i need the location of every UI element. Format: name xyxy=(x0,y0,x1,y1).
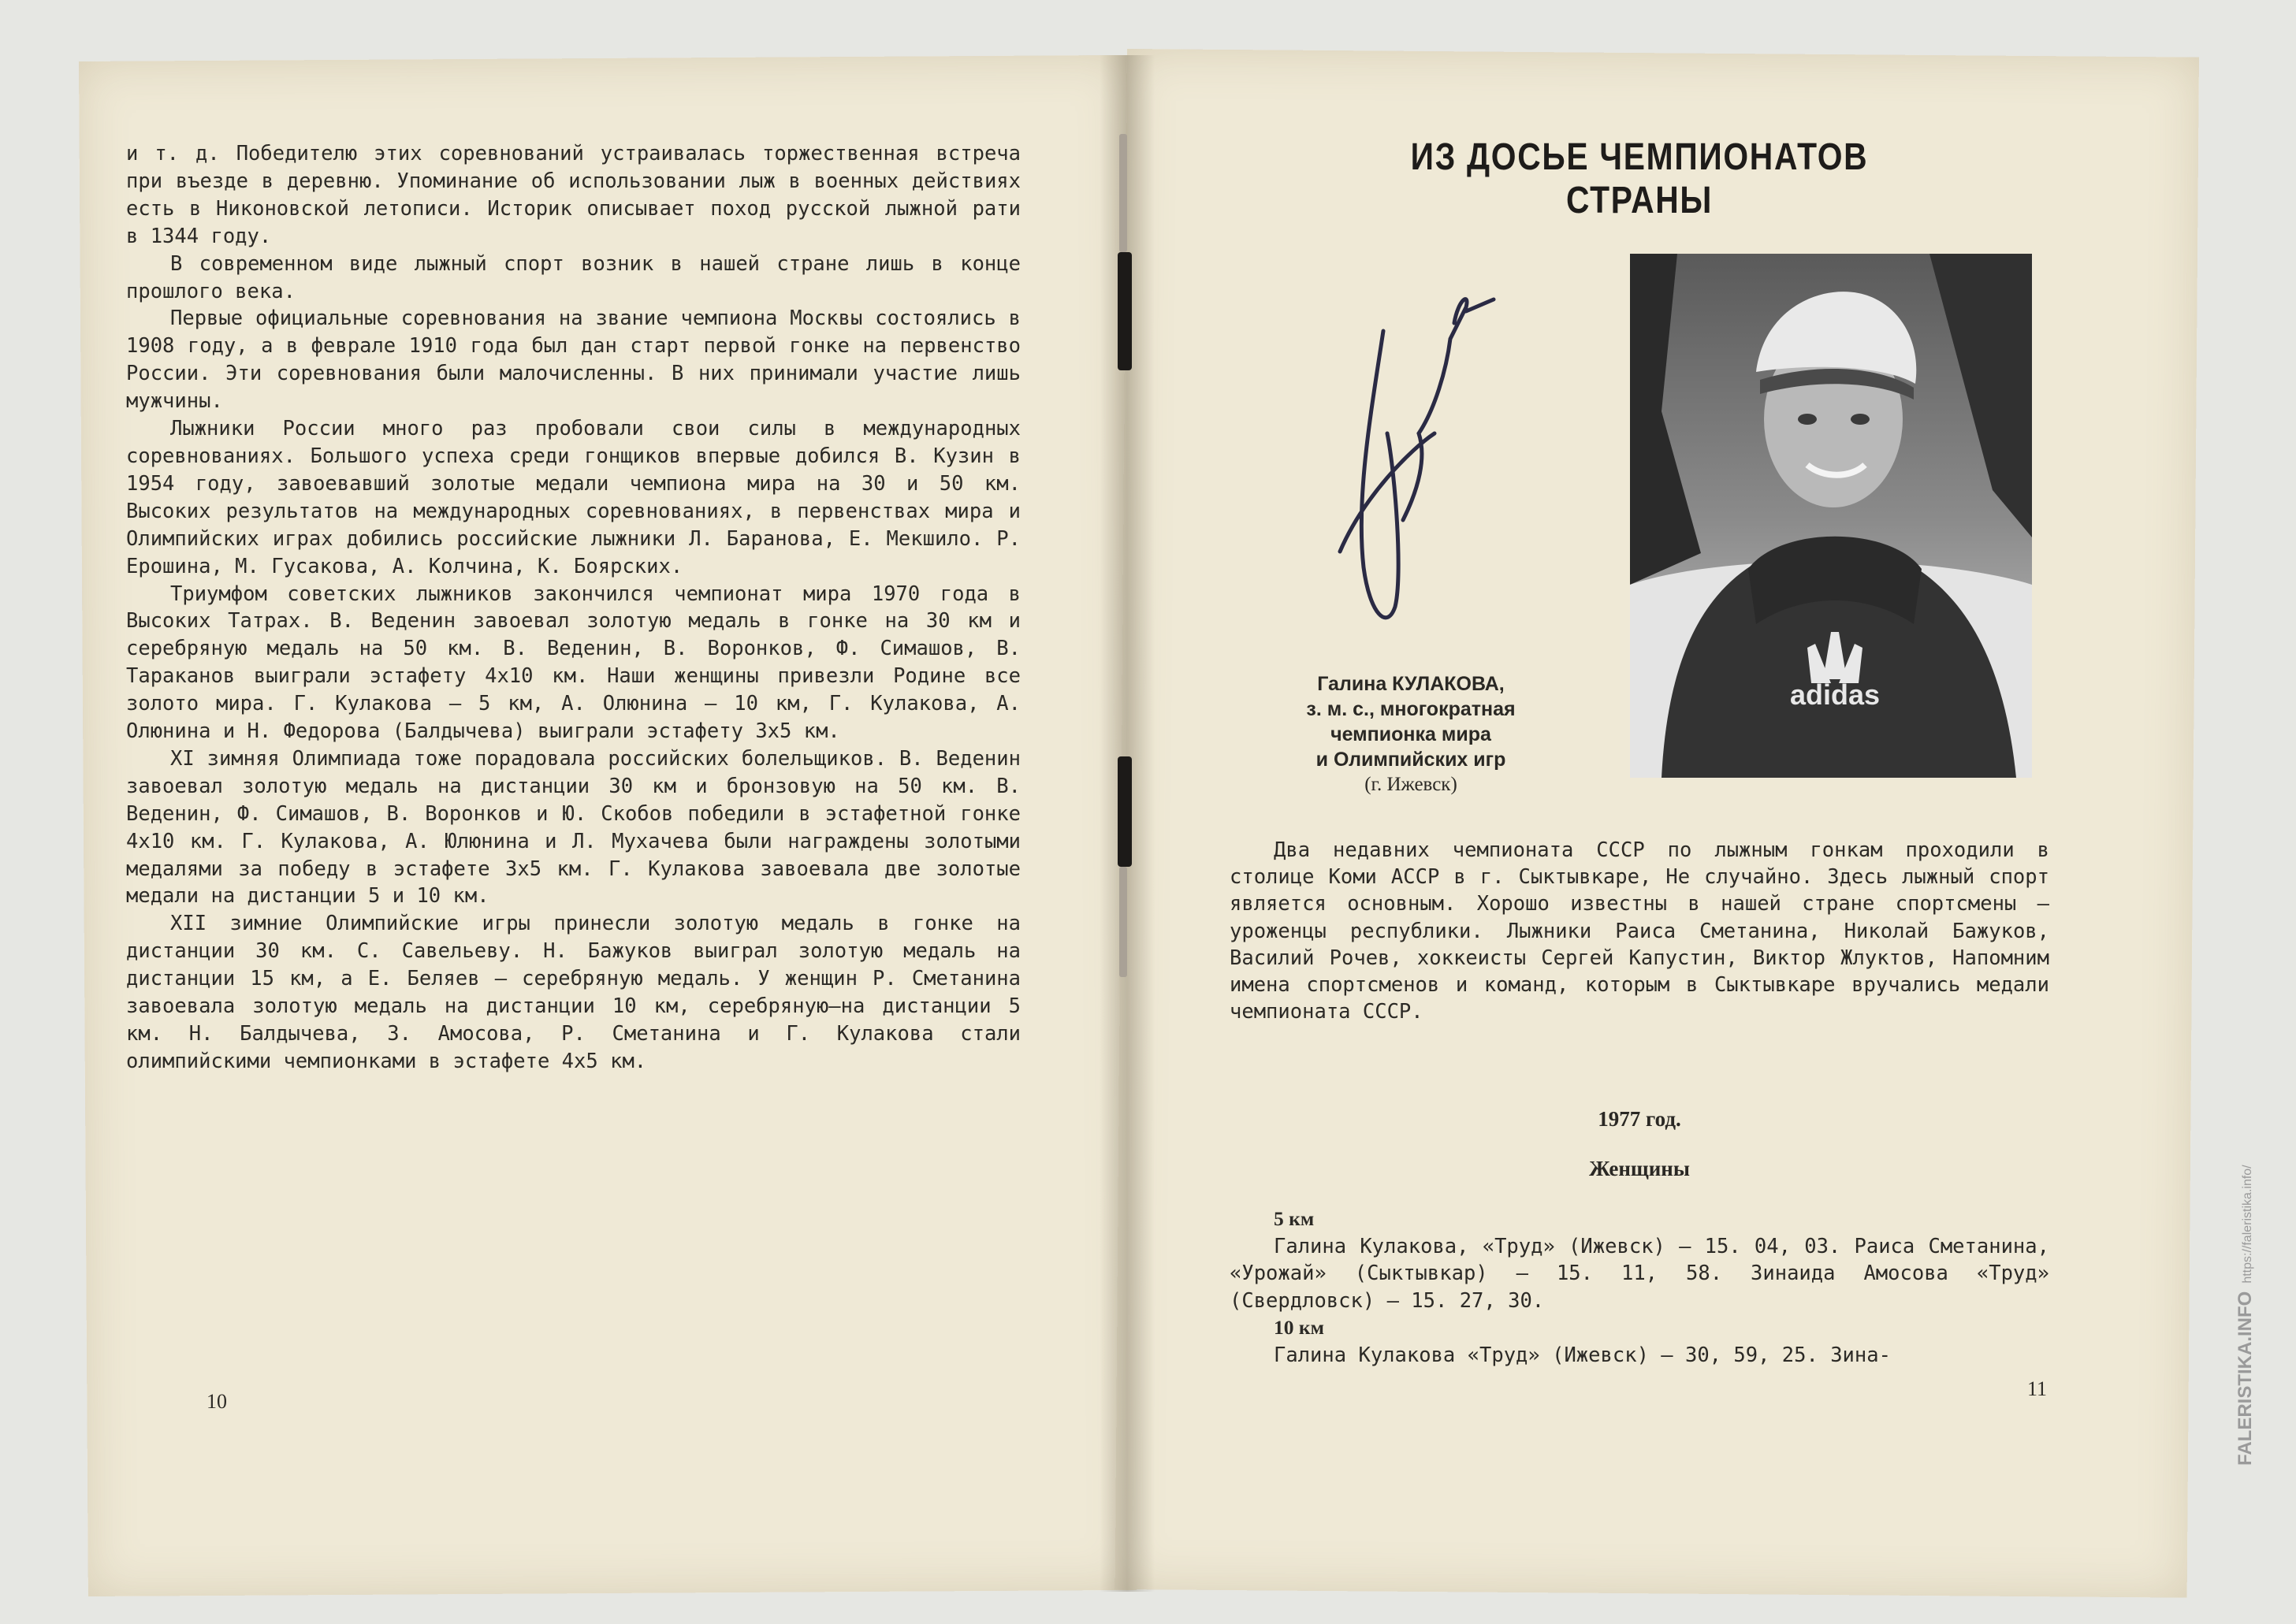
athlete-photo xyxy=(1630,254,2032,778)
result-entry: Галина Кулакова, «Труд» (Ижевск) — 15. 04, 03. Раиса Сметанина, «Урожай» (Сыктывкар) — 15. 11, 58. Зинаида Амосова «Труд» (Свердловск) — 15. 27, 30. xyxy=(1230,1234,2049,1313)
distance-label: 5 км xyxy=(1274,1207,1315,1230)
autograph-signature xyxy=(1308,236,1498,662)
paragraph: Лыжники России много раз пробовали свои силы в международных соревнованиях. Большого успеха среди гонщиков впервые добился В. Кузин в 1954 году, завоевавший золотые медали чемпиона мира на 30 и 50 км. Высоких результатов на международных соревнованиях, в первенствах мира и Олимпийских играх добились российские лыжники Л. Баранова, Е. Мекшило. Р. Ерошина, М. Гусакова, А. Колчина, К. Боярских. xyxy=(126,417,1021,578)
page-number-right: 11 xyxy=(2027,1377,2048,1400)
caption-title-line: и Олимпийских игр xyxy=(1315,749,1506,771)
caption-title-line: з. м. с., многократная xyxy=(1306,698,1516,720)
section-heading: Женщины xyxy=(1589,1157,1690,1180)
caption-title-line: чемпионка мира xyxy=(1330,723,1491,745)
paragraph: и т. д. Победителю этих соревнований устраивалась торжественная встреча при въезде в деревню. Упоминание об использовании лыж в военных действиях есть в Никоновской летописи. Историк описывает поход русской лыжной рати в 1344 году. xyxy=(126,142,1021,248)
left-page-body xyxy=(126,140,1021,1076)
staple-top-wire xyxy=(1119,134,1127,252)
intro-text xyxy=(1230,837,2049,1025)
paragraph: Триумфом советских лыжников закончился чемпионат мира 1970 года в Высоких Татрах. В. Веденин завоевал золотую медаль в гонке на 30 км и серебряную медаль на 50 км. В. Веденин, В. Воронков, Ф. Симашов, В. Тараканов выиграли эстафету 4х10 км. Наши женщины привезли Родине все золото мира. Г. Кулакова — 5 км, А. Олюнина — 10 км, Г. Кулакова, А. Олюнина и Н. Федорова (Балдычева) выиграли эстафету 3х5 км. xyxy=(126,582,1021,744)
paragraph: XI зимняя Олимпиада тоже порадовала российских болельщиков. В. Веденин завоевал золотую медаль на дистанции 30 км и бронзовую на 50 км. В. Веденин, Ф. Симашов, В. Воронков и Ю. Скобов победили в эстафетной гонке 4х10 км. Г. Кулакова, А. Юлюнина и Л. Мухачева были награждены золотыми медалями за победу в эстафете 3х5 км. Г. Кулакова завоевала две золотые медали на дистанции 5 и 10 км. xyxy=(126,746,1021,909)
paragraph: В современном виде лыжный спорт возник в нашей стране лишь в конце прошлого века. xyxy=(126,251,1021,303)
page-heading: ИЗ ДОСЬЕ ЧЕМПИОНАТОВ СТРАНЫ xyxy=(1410,136,1869,221)
staple-top xyxy=(1118,252,1132,370)
photo-logo-text: adidas xyxy=(1789,678,1881,711)
paragraph: Два недавних чемпионата СССР по лыжным гонкам проходили в столице Коми АССР в г. Сыктывкаре, Не случайно. Здесь лыжный спорт является основным. Хорошо известны в нашей стране спортсмены — уроженцы республики. Лыжники Раиса Сметанина, Николай Бажуков, Василий Рочев, хоккеисты Сергей Капустин, Виктор Жлуктов, Напомним имена спортсменов и команд, которым в Сыктывкаре вручались медали чемпионата СССР. xyxy=(1230,838,2049,1024)
caption-name: Галина КУЛАКОВА, xyxy=(1317,673,1505,695)
watermark xyxy=(2235,1165,2257,1466)
photo-caption xyxy=(1253,671,1568,797)
caption-city: (г. Ижевск) xyxy=(1364,774,1457,795)
paragraph: Первые официальные соревнования на звание чемпиона Москвы состоялись в 1908 году, а в феврале 1910 года был дан старт первой гонке на первенство России. Эти соревнования были малочисленны. В них принимали участие лишь мужчины. xyxy=(126,307,1021,414)
paragraph: XII зимние Олимпийские игры принесли золотую медаль в гонке на дистанции 30 км. С. Савельеву. Н. Бажуков выиграл золотую медаль на дистанции 15 км, а Е. Беляев — серебряную медаль. У женщин Р. Сметанина завоевала золотую медаль на дистанции 10 км, серебряную—на дистанции 5 км. Н. Балдычева, З. Амосова, Р. Сметанина и Г. Кулакова стали олимпийскими чемпионками в эстафете 4х5 км. xyxy=(126,912,1021,1073)
page-number-left: 10 xyxy=(207,1390,227,1413)
staple-bottom-wire xyxy=(1119,867,1127,977)
watermark-text: FALERISTIKA.INFO xyxy=(2235,1291,2256,1466)
result-entry: Галина Кулакова «Труд» (Ижевск) — 30, 59, 25. Зина- xyxy=(1274,1343,1891,1367)
staple-bottom xyxy=(1118,756,1132,867)
results-list xyxy=(1230,1206,2049,1369)
year-heading: 1977 год. xyxy=(1598,1107,1681,1131)
watermark-url: https://faleristika.info/ xyxy=(2241,1165,2254,1284)
distance-label: 10 км xyxy=(1274,1316,1324,1339)
